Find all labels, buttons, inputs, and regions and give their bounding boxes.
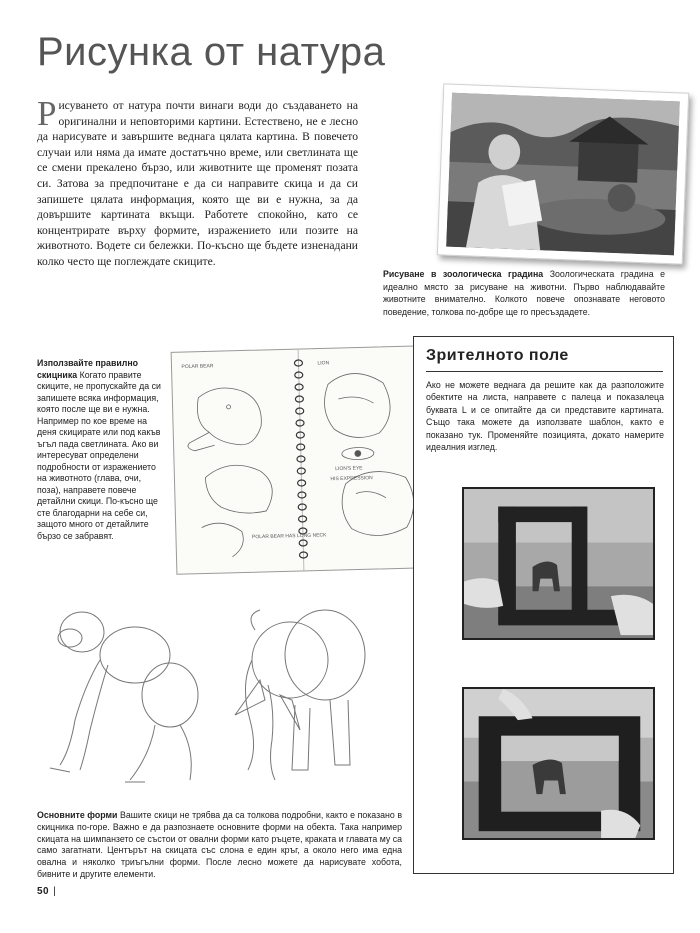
sketchbook-image bbox=[167, 342, 435, 579]
zoo-caption-heading: Рисуване в зоологическа градина bbox=[383, 269, 544, 279]
sketch-note-lion-eye: LION'S EYE bbox=[335, 465, 363, 473]
chimpanzee-sketch bbox=[50, 612, 198, 782]
viewfinder-photo-vertical bbox=[462, 487, 655, 640]
sketchbook-caption bbox=[37, 358, 164, 542]
sketch-note-polar-bear-neck: POLAR BEAR HAS LONG NECK bbox=[251, 532, 327, 541]
zoo-caption-text: Зоологическата градина е идеално място за рисуване на животни. Първо наблюдавайте животните внимателно. Колкото повече опознавате неговото поведение, толкова по-добре ще го пресъздадете. bbox=[383, 269, 665, 317]
sketch-note-expression: HIS EXPRESSION bbox=[330, 475, 373, 483]
drop-cap: Р bbox=[37, 94, 57, 133]
sidebar-text: Ако не можете веднага да решите как да разположите обектите на листа, направете с палеца и показалеца буквата L и се опитайте да си представите картината. Също така можете да използвате шаблон, както е показано тук. Променяйте позицията, докато намерите идеалния изглед. bbox=[426, 380, 664, 453]
page-number-value: 50 bbox=[37, 886, 50, 897]
sketch-note-lion: LION bbox=[317, 360, 330, 367]
page-number-separator: | bbox=[53, 886, 57, 897]
page-number bbox=[37, 886, 56, 897]
zoo-caption bbox=[383, 268, 665, 318]
forms-caption-heading: Основните форми bbox=[37, 810, 118, 820]
basic-forms-caption bbox=[37, 810, 402, 881]
page-title: Рисунка от натура bbox=[37, 30, 386, 74]
zoo-photo bbox=[437, 83, 689, 264]
basic-forms-drawings bbox=[30, 590, 380, 805]
viewfinder-photo-horizontal bbox=[462, 687, 655, 840]
sketch-note-polar-bear: POLAR BEAR bbox=[181, 363, 214, 371]
intro-text: исуването от натура почти винаги води до създаването на оригинални и неповторими картини. Естествено, не е лесно да нарисувате и завършите веднага цялата картина. В повечето случаи или няма да имате достатъчно време, или светлината ще се смени прекалено бързо, или животните ще променят позата си. Затова за предпочитане е да си направите скица и да си запишете цялата информация, която ще ви е нужна, за да довършите картината вкъщи. Работете спокойно, като се концентрирате върху формите, изражението или позите на животното. Водете си бележки. По-късно ще бъдете изненадани колко често ще поглеждате скиците. bbox=[37, 99, 358, 268]
field-of-view-sidebar bbox=[413, 336, 674, 874]
sidebar-title: Зрителното поле bbox=[426, 347, 663, 372]
forms-caption-text: Вашите скици не трябва да са толкова подробни, както е показано в скицника по-горе. Важно е да разпознаете основните форми на обекта. Така например скицата на шимпанзето се състои от овални форми като ръцете, краката и главата му са само загатнати. Центърът на скицата със слона е един кръг, а около него има една овална и няколко триъгълни форми. После лесно можете да нарисувате хобота, бивните и другите елементи. bbox=[37, 810, 403, 879]
sketchbook-caption-text: Когато правите скиците, не пропускайте да си запишете всяка информация, която после ще ви е нужна. Например по кое време на деня скицирате или под какъв ъгъл пада светлината. Ако ви интересуват определени подробности от изражението на животното (глава, очи, поза), направете повече детайлни скици. По-късно ще сте благодарни на себе си, защото много от детайлите бързо се забравят. bbox=[37, 369, 161, 541]
intro-paragraph bbox=[37, 94, 358, 270]
elephant-sketch bbox=[235, 610, 365, 780]
sketchbook-caption-heading: Използвайте правилно скицника bbox=[37, 358, 139, 380]
